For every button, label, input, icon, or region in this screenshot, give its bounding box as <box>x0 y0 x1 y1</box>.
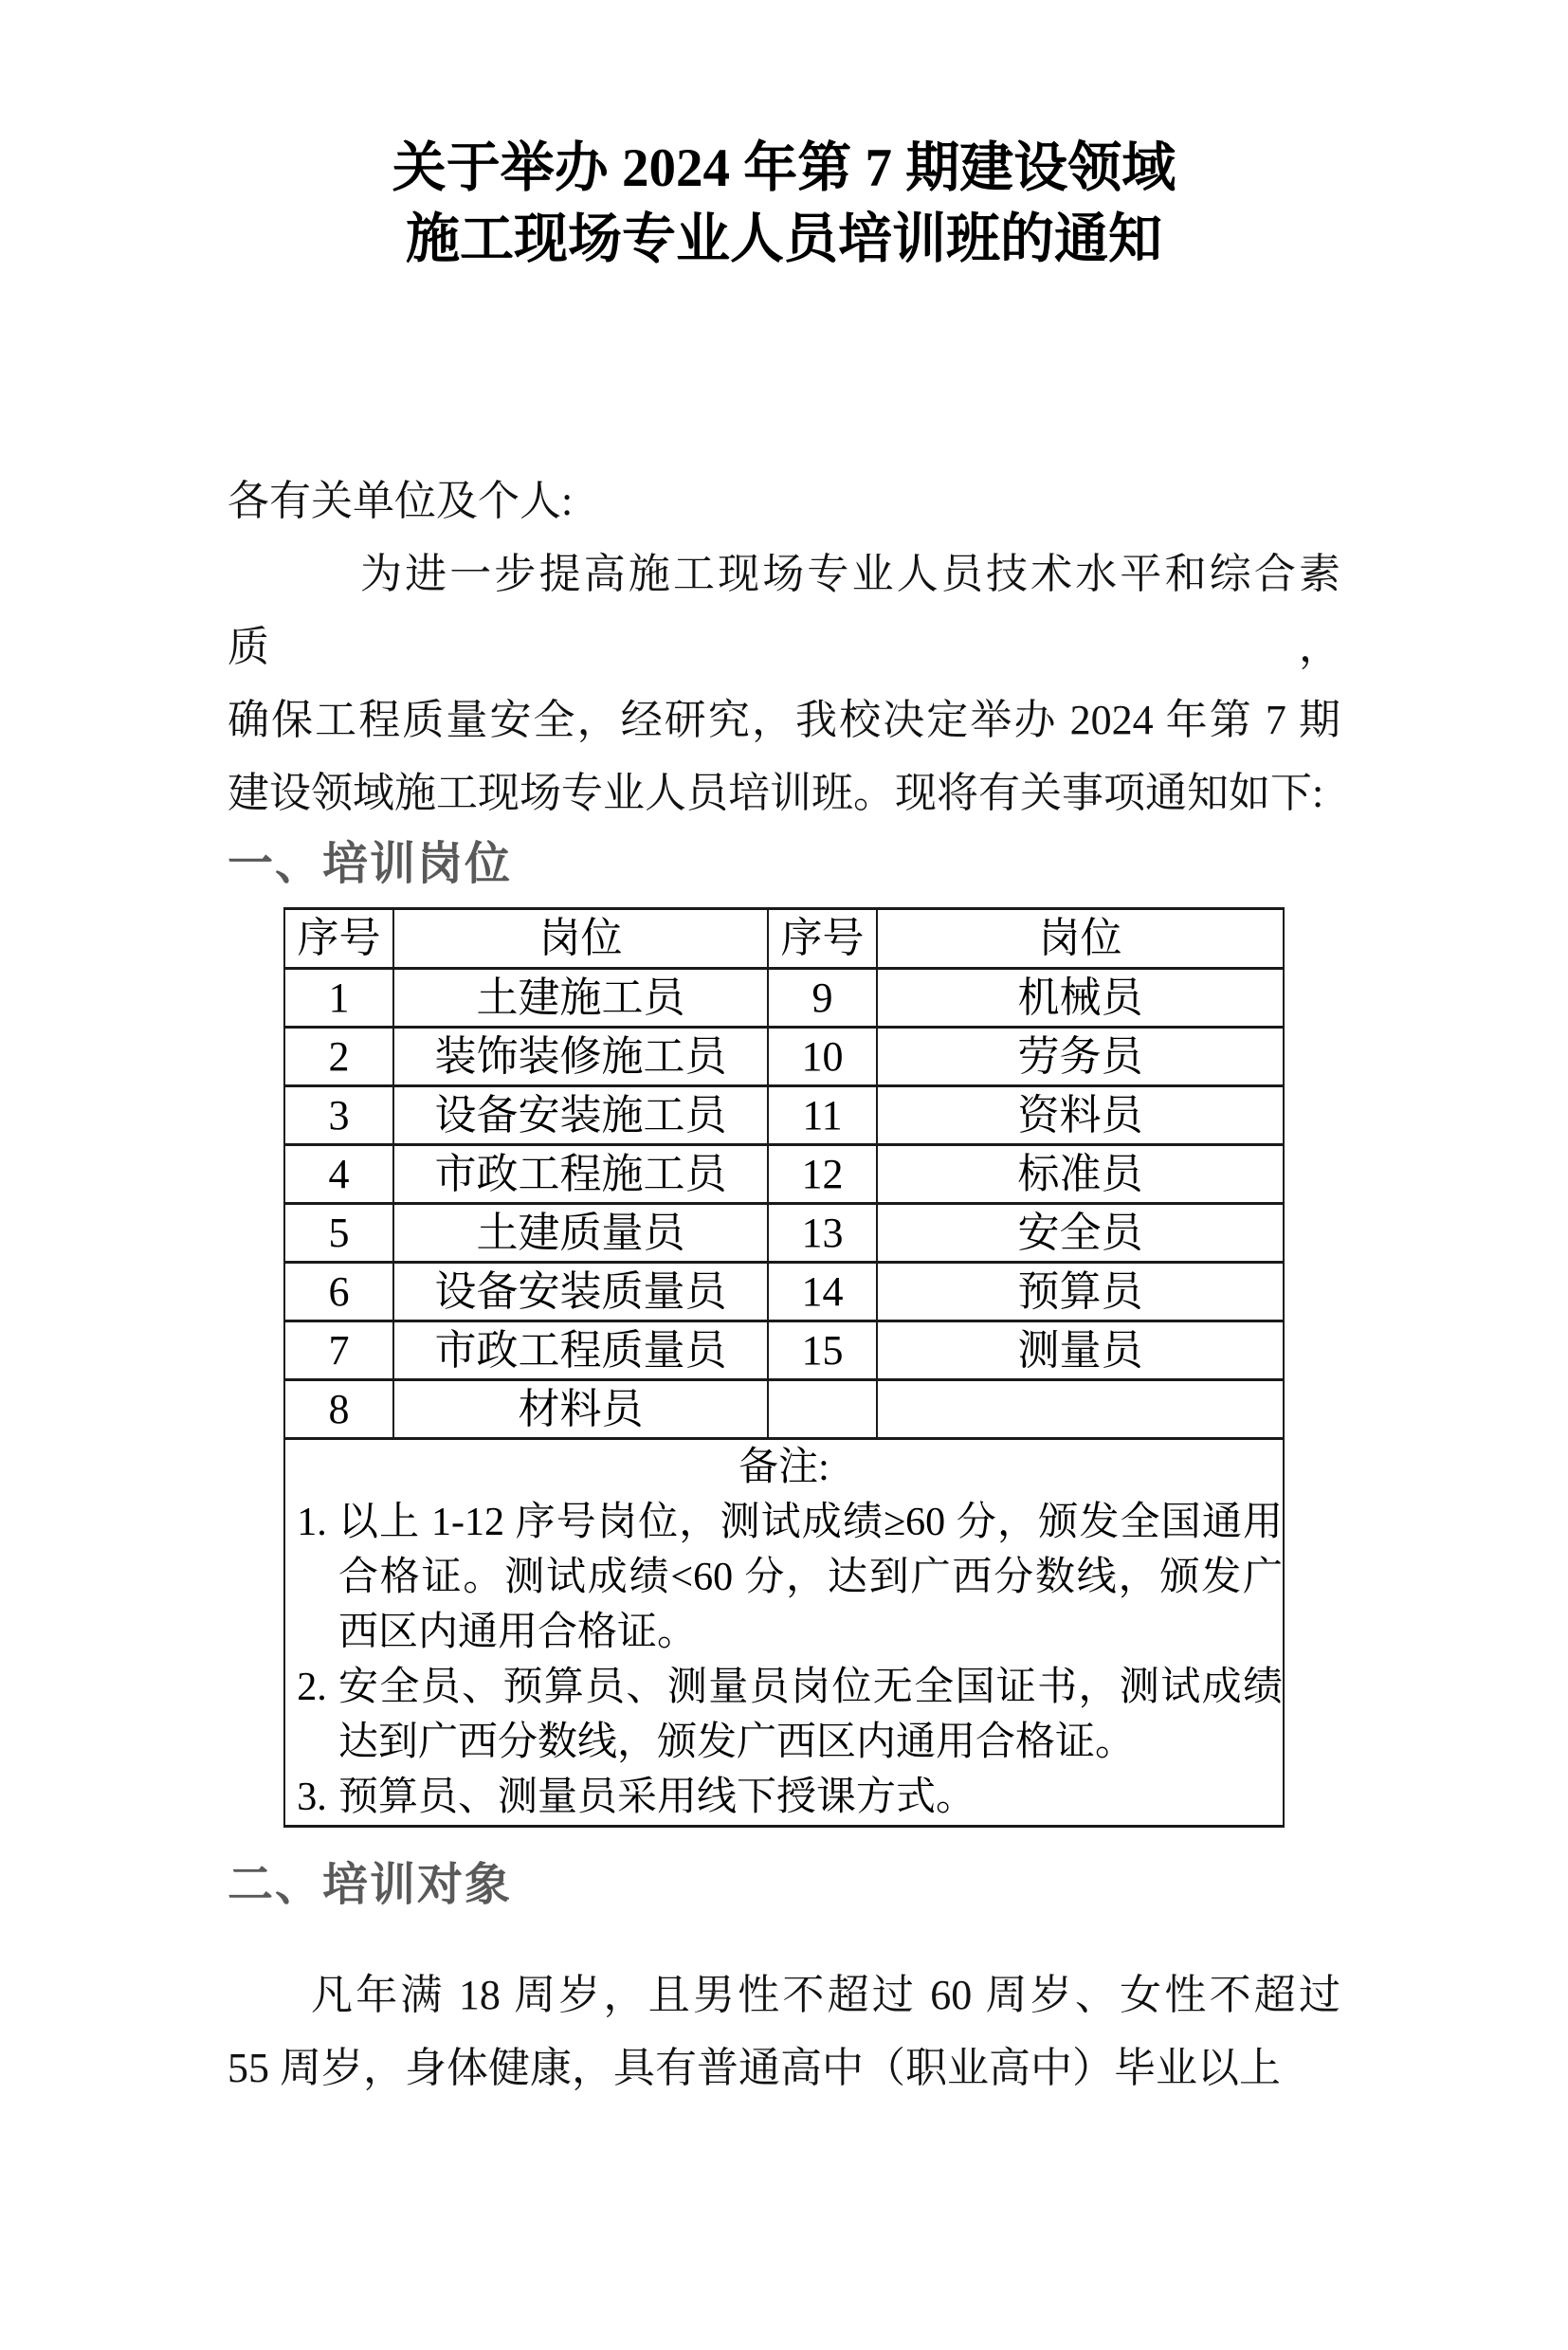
cell-index: 9 <box>768 969 877 1028</box>
title-line-2: 施工现场专业人员培训班的通知 <box>406 209 1162 269</box>
cell-position: 劳务员 <box>877 1028 1284 1086</box>
note-number: 3. <box>297 1776 327 1819</box>
notes-label: 备注: <box>738 1446 830 1489</box>
cell-index: 4 <box>284 1145 393 1204</box>
cell-index: 7 <box>284 1321 393 1380</box>
cell-position: 测量员 <box>877 1321 1284 1380</box>
col-header-position-left: 岗位 <box>393 909 768 969</box>
target-line: 55 周岁，身体健康，具有普通高中（职业高中）毕业以上 <box>228 2045 1281 2091</box>
section-heading-training-positions: 一、培训岗位 <box>228 839 513 889</box>
table-row <box>284 969 1284 1028</box>
cell-position: 装饰装修施工员 <box>393 1028 768 1086</box>
cell-index: 5 <box>284 1204 393 1263</box>
note-text: 以上 1-12 序号岗位，测试成绩≥60 分，颁发全国通用合格证。测试成绩<60 分，达到广西分数线，颁发广西区内通用合格证。 <box>338 1501 1283 1654</box>
cell-index <box>768 1380 877 1439</box>
cell-index: 1 <box>284 969 393 1028</box>
section-heading-training-targets: 二、培训对象 <box>228 1860 513 1910</box>
table-row <box>284 1145 1284 1204</box>
intro-line: 建设领域施工现场专业人员培训班。现将有关事项通知如下: <box>228 770 1324 816</box>
target-line: 凡年满 18 周岁，且男性不超过 60 周岁、女性不超过 <box>311 1972 1340 2018</box>
target-audience-paragraph <box>228 1958 1340 2104</box>
note-text: 预算员、测量员采用线下授课方式。 <box>338 1776 976 1819</box>
document-content <box>228 133 1340 894</box>
title-line-1: 关于举办 2024 年第 7 期建设领域 <box>392 138 1176 198</box>
cell-position: 市政工程施工员 <box>393 1145 768 1204</box>
cell-position: 设备安装施工员 <box>393 1086 768 1145</box>
intro-line: 确保工程质量安全，经研究，我校决定举办 2024 年第 7 期 <box>228 697 1340 743</box>
table-row <box>284 1380 1284 1439</box>
document-page <box>0 133 1568 2350</box>
cell-index: 14 <box>768 1263 877 1321</box>
cell-position: 设备安装质量员 <box>393 1263 768 1321</box>
note-item <box>285 1770 1283 1825</box>
cell-index: 10 <box>768 1028 877 1086</box>
col-header-index-left: 序号 <box>284 909 393 969</box>
intro-paragraph <box>228 537 1340 829</box>
bottom-whitespace <box>228 2104 1340 2294</box>
note-item <box>285 1660 1283 1770</box>
cell-position: 机械员 <box>877 969 1284 1028</box>
cell-index: 8 <box>284 1380 393 1439</box>
note-item <box>285 1495 1283 1660</box>
note-number: 1. <box>297 1501 327 1544</box>
table-row <box>284 1028 1284 1086</box>
table-row <box>284 1204 1284 1263</box>
cell-position: 材料员 <box>393 1380 768 1439</box>
cell-index: 2 <box>284 1028 393 1086</box>
table-notes-row <box>284 1439 1284 1827</box>
cell-index: 3 <box>284 1086 393 1145</box>
cell-index: 13 <box>768 1204 877 1263</box>
table-row <box>284 1263 1284 1321</box>
table-row <box>284 1086 1284 1145</box>
table-header-row <box>284 909 1284 969</box>
cell-position <box>877 1380 1284 1439</box>
intro-line: 为进一步提高施工现场专业人员技术水平和综合素质， <box>228 551 1340 670</box>
cell-index: 11 <box>768 1086 877 1145</box>
cell-position: 预算员 <box>877 1263 1284 1321</box>
col-header-position-right: 岗位 <box>877 909 1284 969</box>
salutation: 各有关单位及个人: <box>228 478 574 524</box>
training-positions-table <box>283 907 1285 1828</box>
cell-position: 标准员 <box>877 1145 1284 1204</box>
cell-position: 安全员 <box>877 1204 1284 1263</box>
cell-position: 土建施工员 <box>393 969 768 1028</box>
cell-index: 6 <box>284 1263 393 1321</box>
document-title <box>228 133 1340 275</box>
cell-position: 资料员 <box>877 1086 1284 1145</box>
col-header-index-right: 序号 <box>768 909 877 969</box>
cell-index: 15 <box>768 1321 877 1380</box>
notes-cell <box>284 1439 1284 1827</box>
note-text: 安全员、预算员、测量员岗位无全国证书，测试成绩达到广西分数线，颁发广西区内通用合格证。 <box>338 1666 1283 1764</box>
cell-position: 市政工程质量员 <box>393 1321 768 1380</box>
document-content-lower <box>228 1856 1340 2294</box>
note-number: 2. <box>297 1666 327 1709</box>
table-row <box>284 1321 1284 1380</box>
cell-index: 12 <box>768 1145 877 1204</box>
cell-position: 土建质量员 <box>393 1204 768 1263</box>
